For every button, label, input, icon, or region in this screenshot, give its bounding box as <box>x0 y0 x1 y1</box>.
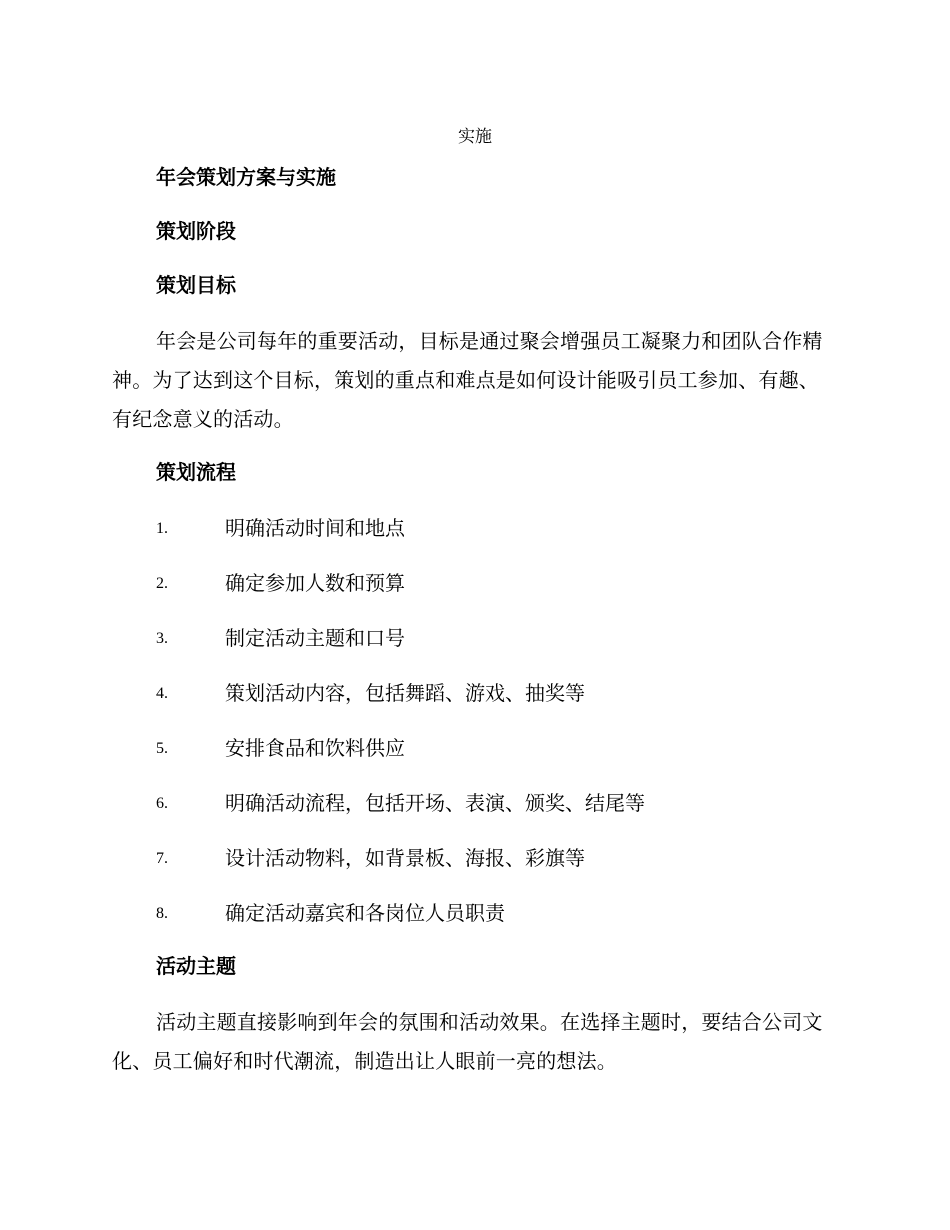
doc-title: 年会策划方案与实施 <box>156 165 336 189</box>
list-item <box>112 674 832 713</box>
list-item-text: 安排食品和饮料供应 <box>225 736 405 760</box>
list-item <box>112 509 832 548</box>
list-item-number: 2. <box>156 574 168 592</box>
list-item-number: 3. <box>156 629 168 647</box>
list-item <box>112 839 832 878</box>
list-item <box>112 784 832 823</box>
section-heading-planning-goal: 策划目标 <box>156 273 236 297</box>
list-item <box>112 729 832 768</box>
document-body <box>112 160 832 1097</box>
list-item-number: 5. <box>156 739 168 757</box>
list-item <box>112 894 832 933</box>
section-heading-planning-stage: 策划阶段 <box>156 219 236 243</box>
list-item-number: 8. <box>156 904 168 922</box>
list-item-text: 策划活动内容，包括舞蹈、游戏、抽奖等 <box>225 681 585 705</box>
planning-process-list <box>112 509 832 933</box>
list-item-text: 确定活动嘉宾和各岗位人员职责 <box>225 901 505 925</box>
list-item-text: 制定活动主题和口号 <box>225 626 405 650</box>
list-item-text: 设计活动物料，如背景板、海报、彩旗等 <box>225 846 585 870</box>
list-item-text: 确定参加人数和预算 <box>225 571 405 595</box>
section-heading-event-theme: 活动主题 <box>156 954 236 978</box>
list-item <box>112 619 832 658</box>
paragraph-planning-goal: 年会是公司每年的重要活动，目标是通过聚会增强员工凝聚力和团队合作精神。为了达到这个目标，策划的重点和难点是如何设计能吸引员工参加、有趣、有纪念意义的活动。 <box>112 329 823 431</box>
list-item-number: 6. <box>156 794 168 812</box>
paragraph-event-theme: 活动主题直接影响到年会的氛围和活动效果。在选择主题时，要结合公司文化、员工偏好和时代潮流，制造出让人眼前一亮的想法。 <box>112 1010 823 1073</box>
page-header: 实施 <box>458 127 492 147</box>
section-heading-planning-process: 策划流程 <box>156 460 236 484</box>
list-item-text: 明确活动时间和地点 <box>225 516 405 540</box>
list-item-number: 1. <box>156 519 168 537</box>
list-item <box>112 564 832 603</box>
list-item-number: 7. <box>156 849 168 867</box>
list-item-text: 明确活动流程，包括开场、表演、颁奖、结尾等 <box>225 791 645 815</box>
list-item-number: 4. <box>156 684 168 702</box>
